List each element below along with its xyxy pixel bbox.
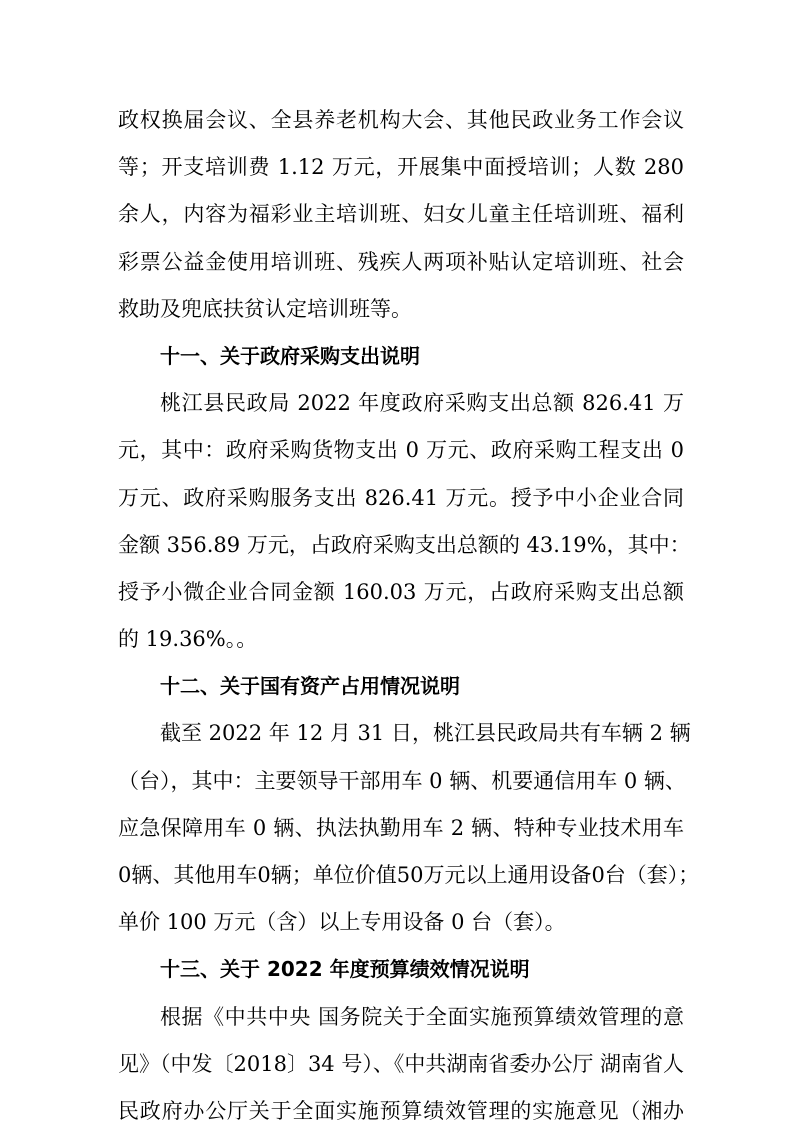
section-heading-performance: 十三、关于 2022 年度预算绩效情况说明 (160, 957, 530, 982)
paragraph-performance (118, 994, 684, 1135)
text-line: 政权换届会议、全县养老机构大会、其他民政业务工作会议 (118, 108, 684, 132)
paragraph-procurement (118, 380, 691, 663)
text-line: 救助及兜底扶贫认定培训班等。 (118, 296, 412, 321)
text-line: 授予小微企业合同金额 160.03 万元，占政府采购支出总额 (118, 579, 684, 604)
document-page (118, 97, 700, 1135)
text-line: 元，其中：政府采购货物支出 0 万元、政府采购工程支出 0 (118, 438, 684, 463)
section-heading-procurement: 十一、关于政府采购支出说明 (160, 343, 420, 368)
text-line: 彩票公益金使用培训班、残疾人两项补贴认定培训班、社会 (118, 249, 684, 274)
text-line: 桃江县民政局 2022 年度政府采购支出总额 826.41 万 (160, 391, 684, 416)
text-line: 的 19.36%。。 (118, 627, 258, 652)
text-line: 应急保障用车 0 辆、执法执勤用车 2 辆、特种专业技术用车 (118, 815, 684, 840)
text-line: 民政府办公厅关于全面实施预算绩效管理的实施意见（湘办 (118, 1098, 684, 1123)
text-line: 余人，内容为福彩业主培训班、妇女儿童主任培训班、福利 (118, 202, 684, 227)
text-line: 根据《中共中央 国务院关于全面实施预算绩效管理的意 (160, 1004, 684, 1029)
text-line: 金额 356.89 万元，占政府采购支出总额的 43.19%，其中： (118, 532, 691, 557)
text-line: 见》（中发〔2018〕34 号）、《中共湖南省委办公厅 湖南省人 (118, 1051, 685, 1076)
text-line: （台），其中：主要领导干部用车 0 辆、机要通信用车 0 辆、 (118, 768, 686, 793)
text-line: 等；开支培训费 1.12 万元，开展集中面授培训；人数 280 (118, 155, 684, 180)
paragraph-state-assets (118, 710, 700, 946)
paragraph-training-expenses (118, 97, 684, 333)
section-heading-state-assets: 十二、关于国有资产占用情况说明 (160, 674, 460, 699)
text-line: 万元、政府采购服务支出 826.41 万元。授予中小企业合同 (118, 485, 684, 510)
text-line: 0辆、其他用车0辆；单位价值50万元以上通用设备0台（套）； (118, 863, 700, 887)
text-line: 截至 2022 年 12 月 31 日，桃江县民政局共有车辆 2 辆 (160, 721, 691, 746)
text-line: 单价 100 万元（含）以上专用设备 0 台（套）。 (118, 910, 566, 935)
